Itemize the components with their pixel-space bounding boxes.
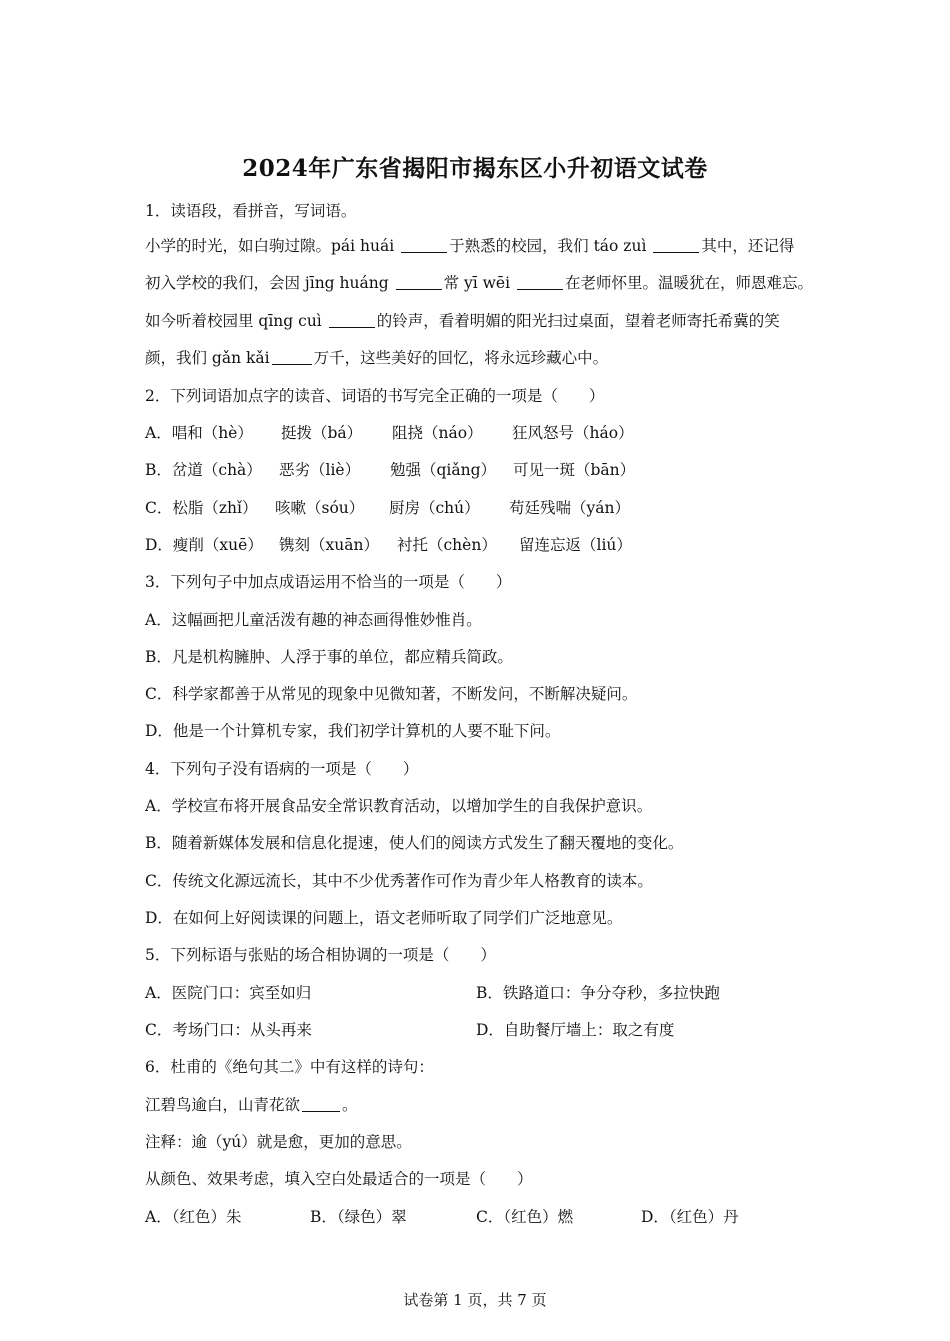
q6-option-b[interactable]: B．（绿色）翠 — [310, 1208, 407, 1226]
blank-6[interactable] — [272, 350, 312, 365]
blank-1[interactable] — [401, 238, 447, 253]
q2-stem: 2．下列词语加点字的读音、词语的书写完全正确的一项是（ ） — [145, 387, 605, 405]
q6-option-d[interactable]: D．（红色）丹 — [641, 1208, 739, 1226]
q6-stem: 6．杜甫的《绝句其二》中有这样的诗句： — [145, 1058, 434, 1076]
q6-poem: 江碧鸟逾白，山青花欲 。 — [145, 1096, 358, 1114]
q1-line-3: 如今听着校园里 qīng cuì 的铃声，看着明媚的阳光扫过桌面，望着老师寄托希冀的笑 — [145, 312, 780, 330]
q3-option-a[interactable]: A．这幅画把儿童活泼有趣的神态画得惟妙惟肖。 — [145, 611, 482, 629]
blank-4[interactable] — [517, 275, 563, 290]
q4-stem: 4．下列句子没有语病的一项是（ ） — [145, 760, 419, 778]
blank-5[interactable] — [329, 313, 375, 328]
q1-stem: 1．读语段，看拼音，写词语。 — [145, 202, 357, 220]
q2-option-d[interactable]: D．瘦削（xuē） 镌刻（xuān） 衬托（chèn） 留连忘返（liú） — [145, 536, 632, 554]
q5-option-c[interactable]: C．考场门口：从头再来 — [145, 1021, 312, 1039]
q1-line-1: 小学的时光，如白驹过隙。pái huái 于熟悉的校园，我们 táo zuì 其中，还记得 — [145, 237, 795, 255]
q4-option-a[interactable]: A．学校宣布将开展食品安全常识教育活动，以增加学生的自我保护意识。 — [145, 797, 653, 815]
poem-blank[interactable] — [302, 1097, 340, 1112]
q2-option-a[interactable]: A．唱和（hè） 挺拨（bá） 阻挠（náo） 狂风怒号（háo） — [145, 424, 634, 442]
q4-option-c[interactable]: C．传统文化源远流长，其中不少优秀著作可作为青少年人格教育的读本。 — [145, 872, 653, 890]
page-title: 2024年广东省揭阳市揭东区小升初语文试卷 — [242, 155, 708, 182]
q2-option-c[interactable]: C．松脂（zhǐ） 咳嗽（sóu） 厨房（chú） 苟廷残喘（yán） — [145, 499, 630, 517]
q6-note: 注释：逾（yú）就是愈，更加的意思。 — [145, 1133, 412, 1151]
page-footer: 试卷第 1 页，共 7 页 — [403, 1291, 547, 1309]
q3-option-d[interactable]: D．他是一个计算机专家，我们初学计算机的人要不耻下问。 — [145, 722, 561, 740]
q6-option-c[interactable]: C．（红色）燃 — [476, 1208, 574, 1226]
q3-option-b[interactable]: B．凡是机构臃肿、人浮于事的单位，都应精兵简政。 — [145, 648, 513, 666]
blank-3[interactable] — [396, 275, 442, 290]
q6-ask: 从颜色、效果考虑，填入空白处最适合的一项是（ ） — [145, 1170, 533, 1188]
q1-line-2: 初入学校的我们，会因 jīng huáng 常 yī wēi 在老师怀里。温暖犹在，师恩难忘。 — [145, 274, 813, 292]
q3-option-c[interactable]: C．科学家都善于从常见的现象中见微知著，不断发问，不断解决疑问。 — [145, 685, 638, 703]
q4-option-b[interactable]: B．随着新媒体发展和信息化提速，使人们的阅读方式发生了翻天覆地的变化。 — [145, 834, 684, 852]
q5-option-b[interactable]: B．铁路道口：争分夺秒，多拉快跑 — [476, 984, 720, 1002]
blank-2[interactable] — [653, 238, 699, 253]
q4-option-d[interactable]: D．在如何上好阅读课的问题上，语文老师听取了同学们广泛地意见。 — [145, 909, 623, 927]
q3-stem: 3．下列句子中加点成语运用不恰当的一项是（ ） — [145, 573, 512, 591]
q1-line-4: 颜，我们 gǎn kǎi 万千，这些美好的回忆，将永远珍藏心中。 — [145, 349, 609, 367]
q6-option-a[interactable]: A．（红色）朱 — [145, 1208, 242, 1226]
q5-stem: 5．下列标语与张贴的场合相协调的一项是（ ） — [145, 946, 496, 964]
q5-option-d[interactable]: D．自助餐厅墙上：取之有度 — [476, 1021, 675, 1039]
q5-option-a[interactable]: A．医院门口：宾至如归 — [145, 984, 312, 1002]
q2-option-b[interactable]: B．岔道（chà） 恶劣（liè） 勉强（qiǎng） 可见一斑（bān） — [145, 461, 636, 479]
